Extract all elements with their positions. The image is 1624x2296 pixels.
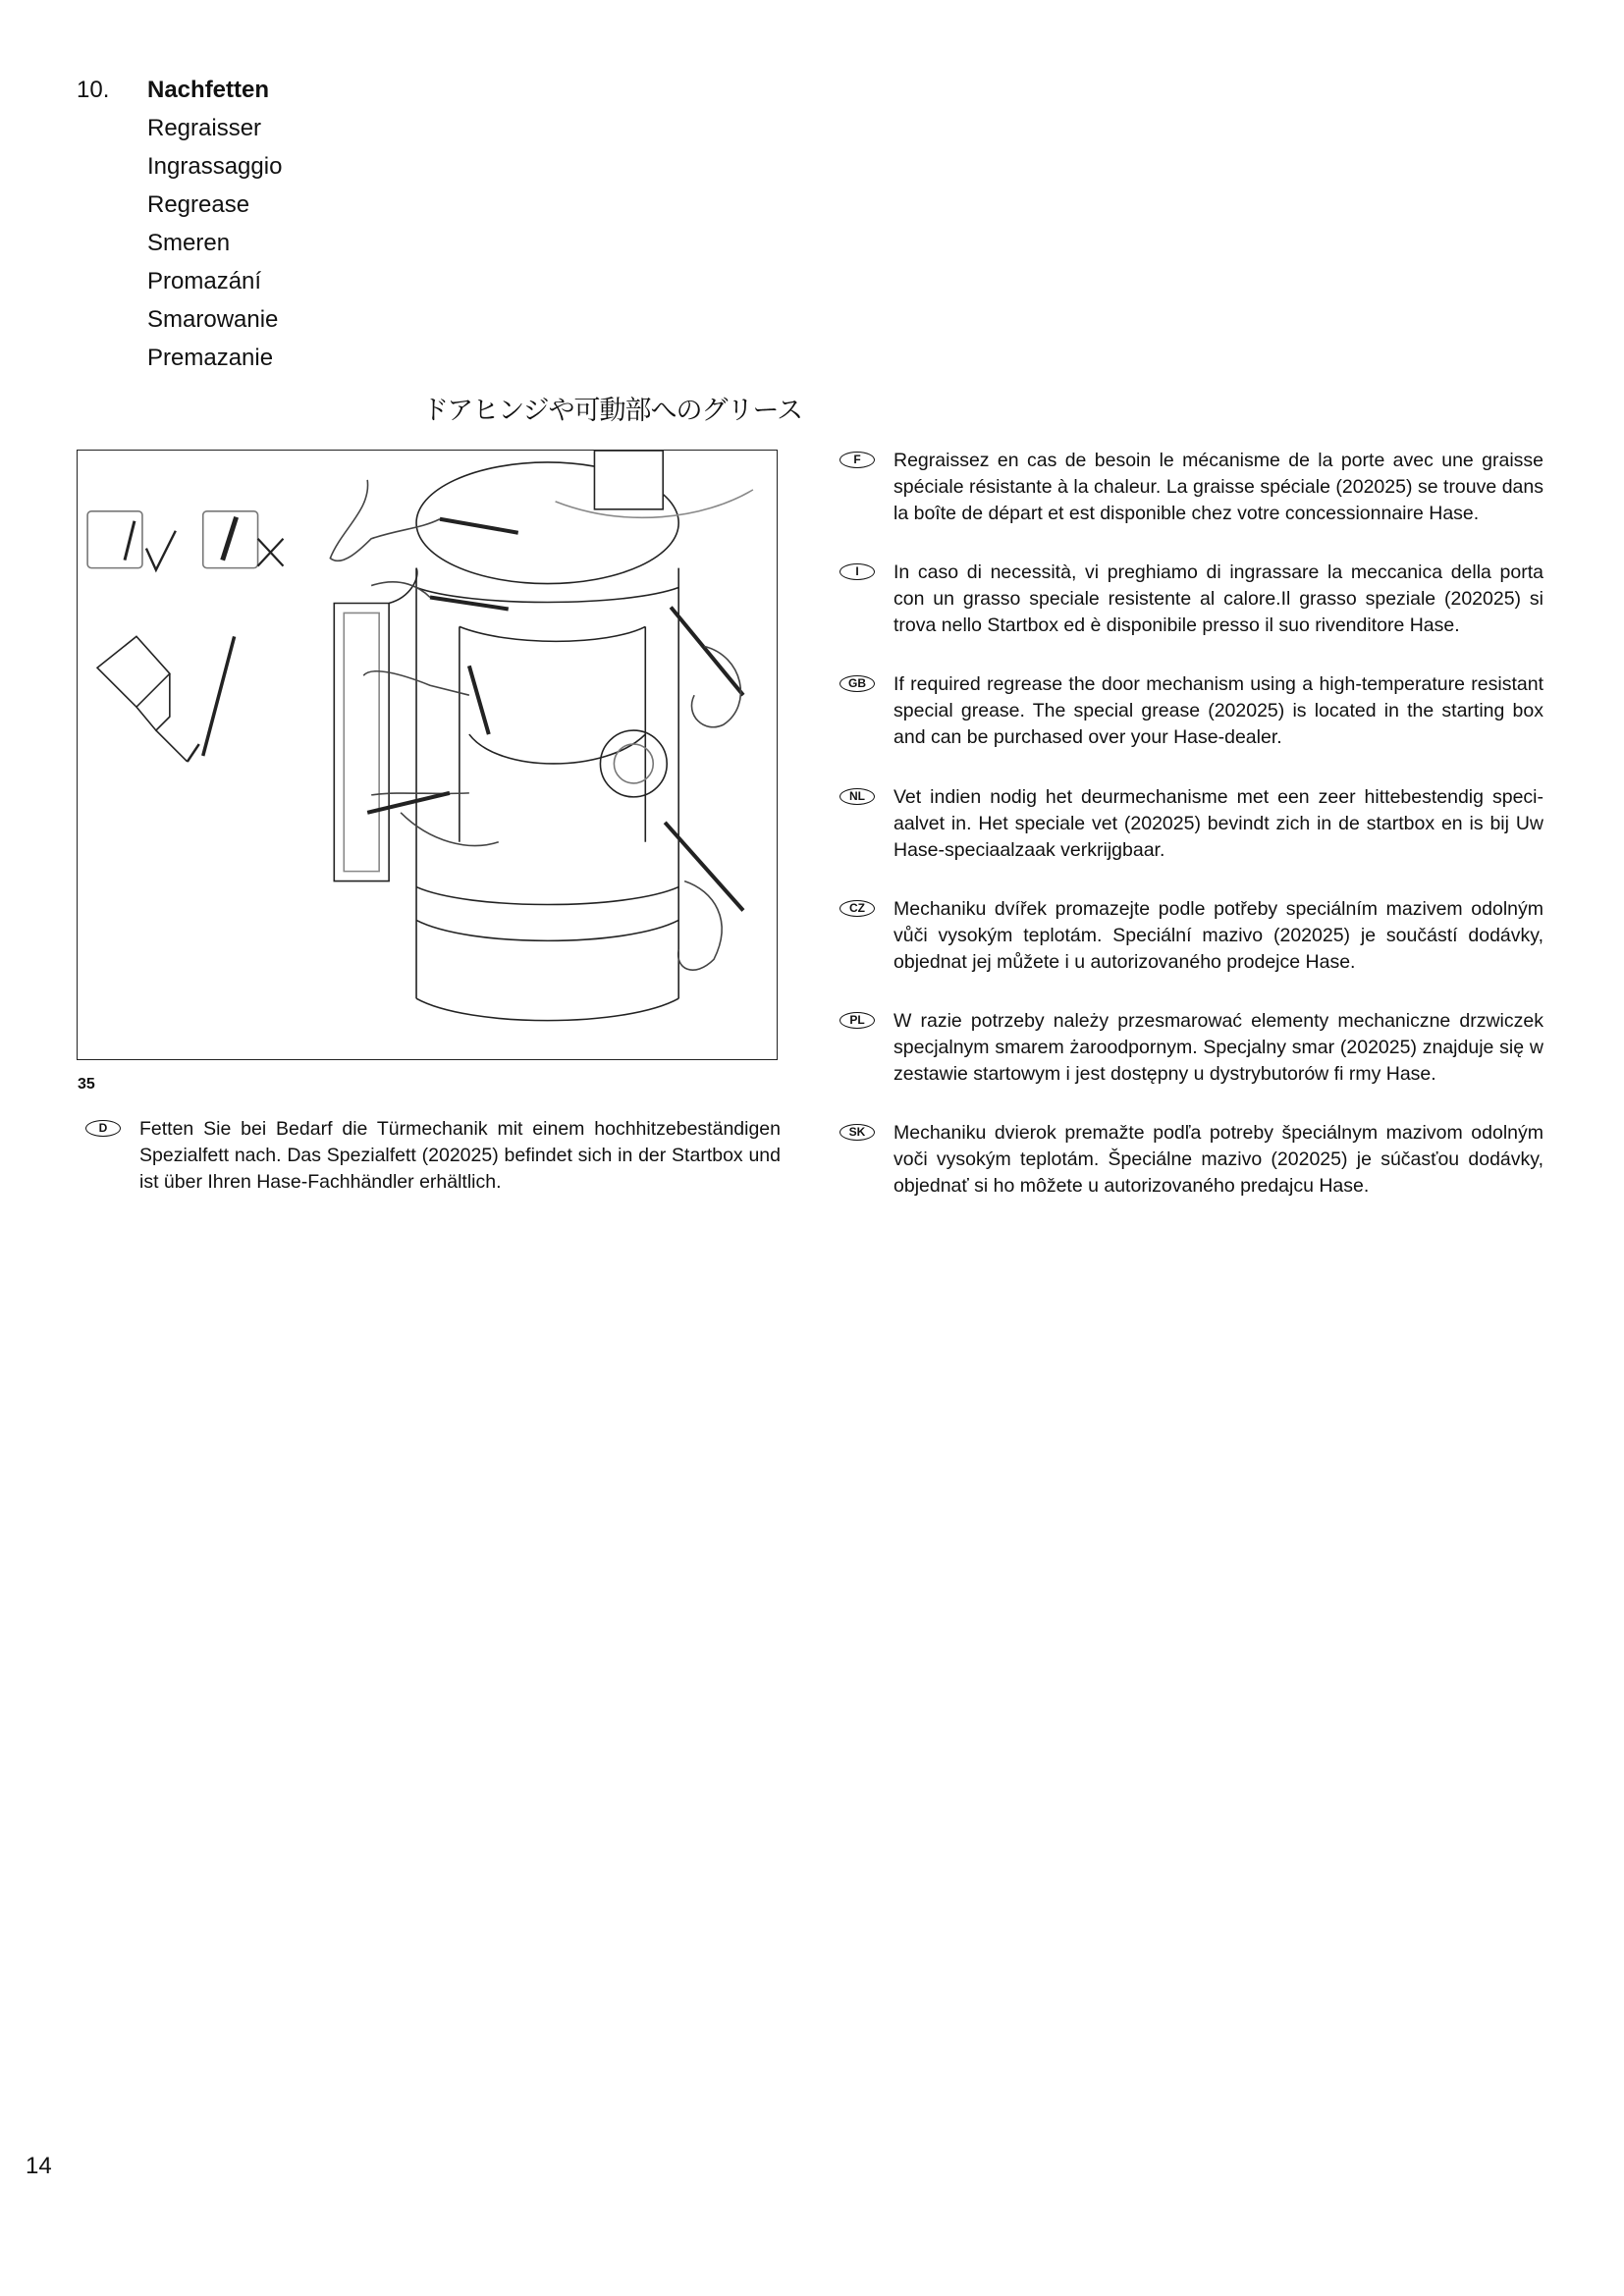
section-heading — [77, 71, 282, 377]
paragraph-text: Mechaniku dvířek promazejte podle potřeby speciálním mazivem odolným vůči vysokým teplotám. Speciální mazivo (202025) je součástí dodávky, objednat jej můžete i u autorizovaného prodejce Hase. — [893, 898, 1543, 973]
language-badge: D — [85, 1120, 121, 1137]
language-badge: NL — [839, 788, 875, 805]
language-badge: GB — [839, 675, 875, 692]
title-translation: Ingrassaggio — [147, 153, 283, 180]
paragraph-fr — [839, 448, 1543, 527]
paragraph-text: Fetten Sie bei Bedarf die Türmechanik mit einem hochhitzebeständigen Spezialfett nach. Das Spezialfett (202025) befindet sich in der Startbox und ist über Ihren Hase-Fachhändler erhältlich. — [139, 1118, 781, 1193]
page-number: 14 — [26, 2153, 52, 2179]
paragraph-text: Vet indien nodig het deurmechanisme met een zeer hittebestendig speci-aalvet in. Het speciale vet (202025) bevindt zich in de startbox en is bij Uw Hase-speciaalzaak verkrijgbaar. — [893, 786, 1543, 861]
paragraph-text: Regraissez en cas de besoin le mécanisme de la porte avec une graisse spéciale résistante à la chaleur. La graisse spéciale (202025) se trouve dans la boîte de départ et est disponible chez votre concessionnaire Hase. — [893, 450, 1543, 524]
title-translation: Promazání — [147, 268, 262, 294]
paragraph-text: If required regrease the door mechanism using a high-temperature resistant special grease. The special grease (202025) is located in the starting box and can be purchased over your Hase-dealer. — [893, 673, 1543, 748]
language-badge: F — [839, 452, 875, 468]
paragraph-it — [839, 560, 1543, 639]
paragraph-de — [85, 1116, 781, 1196]
language-badge: PL — [839, 1012, 875, 1029]
language-badge: SK — [839, 1124, 875, 1141]
paragraph-gb — [839, 671, 1543, 751]
title-translation: Regraisser — [147, 115, 262, 141]
section-number: 10. — [77, 77, 110, 103]
paragraph-pl — [839, 1008, 1543, 1088]
figure-number: 35 — [78, 1076, 95, 1093]
paragraph-sk — [839, 1120, 1543, 1200]
section-title: Nachfetten — [147, 77, 270, 103]
stove-drawing — [78, 451, 777, 1059]
language-badge: I — [839, 563, 875, 580]
title-translation: Smeren — [147, 230, 231, 256]
title-translations — [77, 109, 282, 377]
title-translation: Smarowanie — [147, 306, 279, 333]
japanese-title: ドアヒンジや可動部へのグリース — [422, 396, 803, 426]
stove-grease-illustration — [77, 450, 778, 1060]
paragraph-text: W razie potrzeby należy przesmarować elementy mechaniczne drzwiczek specjalnym smarem żaroodpornym. Specjalny smar (202025) znajduje się w zestawie startowym i jest dostępny u dystrybutorów fi rmy Hase. — [893, 1010, 1543, 1085]
paragraph-text: In caso di necessità, vi preghiamo di ingrassare la meccanica della porta con un grasso speciale resistente al calore.Il grasso speziale (202025) si trova nello Startbox ed è disponibile presso il suo rivenditore Hase. — [893, 561, 1543, 636]
paragraph-nl — [839, 784, 1543, 864]
heading-row — [77, 71, 282, 109]
language-badge: CZ — [839, 900, 875, 917]
paragraph-cz — [839, 896, 1543, 976]
title-translation: Regrease — [147, 191, 250, 218]
paragraph-text: Mechaniku dvierok premažte podľa potreby špeciálnym mazivom odolným voči vysokým teplotám. Špeciálne mazivo (202025) je súčasťou dodávky, objednať si ho môžete u autorizovaného predajcu Hase. — [893, 1122, 1543, 1197]
title-translation: Premazanie — [147, 345, 274, 371]
